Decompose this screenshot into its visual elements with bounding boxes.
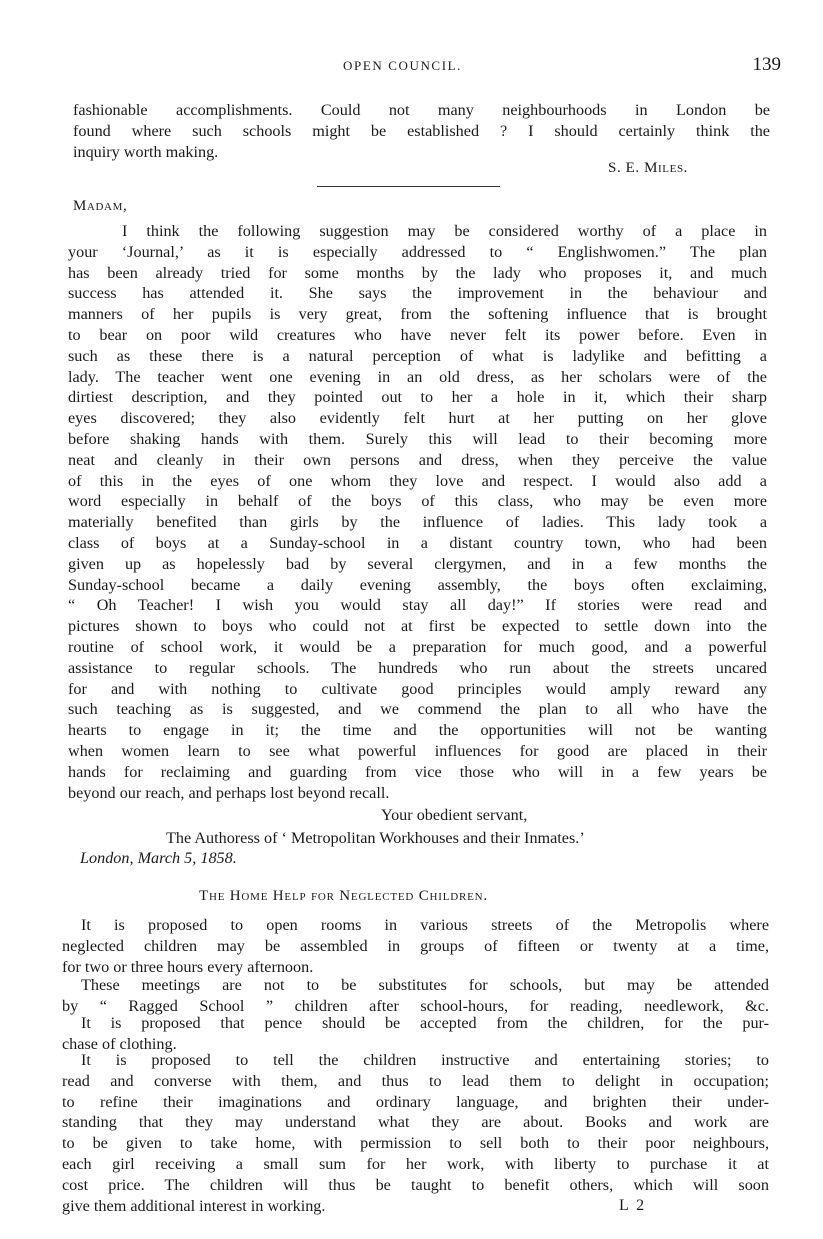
text-line: read and converse with them, and thus to lead them to delight in occupation; — [62, 1071, 769, 1090]
text-line: standing that they may understand what they are about. Books and work are — [62, 1113, 769, 1132]
text-line: for and with nothing to cultivate good principles would amply reward any — [68, 679, 767, 698]
section-divider — [317, 186, 500, 187]
text-line: “ Oh Teacher! I wish you would stay all day!” If stories were read and — [68, 596, 767, 615]
letter1-body — [73, 100, 770, 162]
text-line: Sunday-school became a daily evening assembly, the boys often exclaiming, — [68, 575, 767, 594]
text-line: assistance to regular schools. The hundreds who run about the streets uncared — [68, 658, 767, 677]
section-paragraph-2 — [62, 975, 769, 1017]
text-line: chase of clothing. — [62, 1034, 177, 1053]
text-line: word especially in behalf of the boys of this class, who may be even more — [68, 492, 767, 511]
text-line: to refine their imaginations and ordinary language, and brighten their under- — [62, 1092, 769, 1111]
text-line: lady. The teacher went one evening in an old dress, as her scholars were of the — [68, 367, 767, 386]
text-line: has been already tried for some months by the lady who proposes it, and much — [68, 263, 767, 282]
text-line: success has attended it. She says the improvement in the behaviour and — [68, 284, 767, 303]
text-line: hearts to engage in it; the time and the opportunities will not be wanting — [68, 721, 767, 740]
text-line: manners of her pupils is very great, from the softening influence that is brought — [68, 305, 767, 324]
text-line: cost price. The children will thus be taught to benefit others, which will soon — [62, 1175, 769, 1194]
text-line: It is proposed that pence should be accepted from the children, for the pur- — [81, 1014, 769, 1032]
letter1-signature: S. E. Miles. — [608, 160, 689, 176]
text-line: class of boys at a Sunday-school in a distant country town, who had been — [68, 533, 767, 552]
salutation: Madam, — [73, 198, 128, 214]
text-line: neglected children may be assembled in groups of fifteen or twenty at a time, — [62, 936, 769, 955]
section-paragraph-4 — [62, 1050, 769, 1216]
letter2-closing: Your obedient servant, — [381, 806, 528, 824]
letter2-dateline: London, March 5, 1858. — [80, 849, 237, 867]
text-line: routine of school work, it would be a preparation for much good, and a powerful — [68, 637, 767, 656]
section-paragraph-1 — [62, 915, 769, 977]
text-line: by “ Ragged School ” children after school-hours, for reading, needlework, &c. — [62, 996, 769, 1015]
text-line: hands for reclaiming and guarding from vice those who will in a few years be — [68, 762, 767, 781]
letter2-body — [68, 221, 767, 803]
text-line: neat and cleanly in their own persons and dress, when they perceive the value — [68, 450, 767, 469]
text-line: eyes discovered; they also evidently felt hurt at her putting on her glove — [68, 409, 767, 428]
text-line: fashionable accomplishments. Could not many neighbourhoods in London be — [73, 101, 770, 119]
text-line: It is proposed to open rooms in various streets of the Metropolis where — [81, 916, 769, 934]
text-line: pictures shown to boys who could not at first be expected to settle down into the — [68, 617, 767, 636]
text-line: your ‘Journal,’ as it is especially addressed to “ Englishwomen.” The plan — [68, 242, 767, 261]
text-line: These meetings are not to be substitutes for schools, but may be attended — [81, 976, 769, 994]
text-line: found where such schools might be established ? I should certainly think the — [73, 121, 770, 140]
text-line: of this in the eyes of one whom they love and respect. I would also add a — [68, 471, 767, 490]
running-head: OPEN COUNCIL. — [343, 58, 463, 73]
section-paragraph-3 — [62, 1013, 769, 1055]
text-line: to be given to take home, with permission to sell both to their poor neighbours, — [62, 1134, 769, 1153]
letter2-signature: The Authoress of ‘ Metropolitan Workhouses and their Inmates.’ — [166, 829, 585, 847]
text-line: to bear on poor wild creatures who have never felt its power before. Even in — [68, 325, 767, 344]
page-number: 139 — [752, 54, 781, 75]
text-line: I think the following suggestion may be considered worthy of a place in — [122, 222, 767, 240]
section-title: The Home Help for Neglected Children. — [199, 888, 488, 904]
text-line: It is proposed to tell the children instructive and entertaining stories; to — [81, 1051, 769, 1069]
text-line: for two or three hours every afternoon. — [62, 957, 314, 976]
text-line: such teaching as is suggested, and we commend the plan to all who have the — [68, 700, 767, 719]
text-line: inquiry worth making. — [73, 142, 219, 161]
printer-signature-mark: L 2 — [619, 1197, 647, 1214]
text-line: each girl receiving a small sum for her work, with liberty to purchase it at — [62, 1154, 769, 1173]
text-line: such as these there is a natural perception of what is ladylike and befitting a — [68, 346, 767, 365]
text-line: before shaking hands with them. Surely this will lead to their becoming more — [68, 429, 767, 448]
text-line: materially benefited than girls by the influence of ladies. This lady took a — [68, 513, 767, 532]
page-header — [0, 54, 823, 80]
text-line: dirtiest description, and they pointed out to her a hole in it, which their sharp — [68, 388, 767, 407]
text-line: when women learn to see what powerful influences for good are placed in their — [68, 741, 767, 760]
text-line: give them additional interest in working. — [62, 1196, 326, 1215]
text-line: given up as hopelessly bad by several clergymen, and in a few months the — [68, 554, 767, 573]
text-line: beyond our reach, and perhaps lost beyond recall. — [68, 783, 390, 802]
